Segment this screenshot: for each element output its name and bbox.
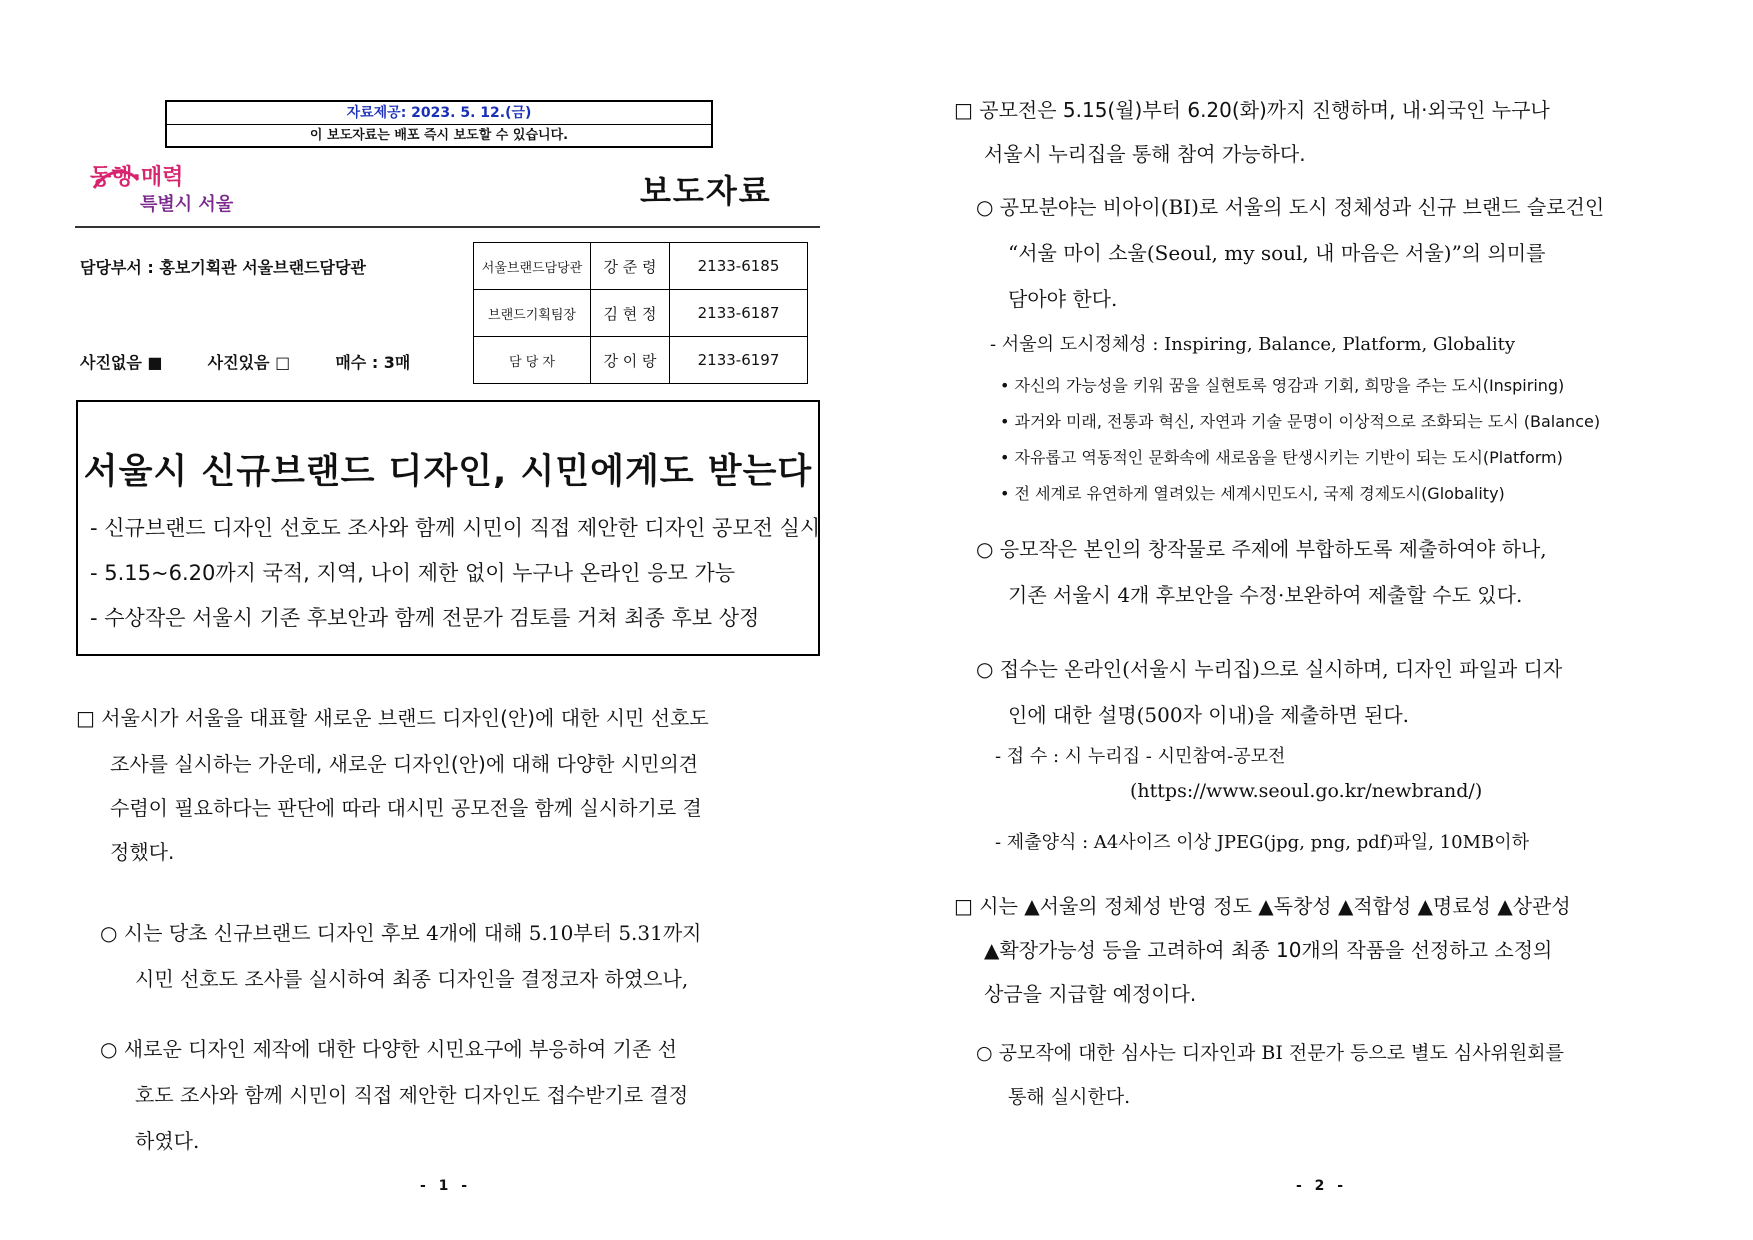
headline-sub: - 신규브랜드 디자인 선호도 조사와 함께 시민이 직접 제안한 디자인 공모전 실시: [90, 516, 821, 540]
p1-paragraph-1: [76, 696, 709, 740]
svg-text:동행·매력: 동행·매력: [90, 165, 184, 190]
headline-sub: - 수상작은 서울시 기존 후보안과 함께 전문가 검토를 거쳐 최종 후보 상정: [90, 606, 760, 630]
p2-para1-line: 서울시 누리집을 통해 참여 가능하다.: [984, 142, 1306, 166]
p2-circle-4: [976, 1030, 1564, 1076]
headline-box: [76, 400, 820, 656]
p2-circ3-line: ○ 접수는 온라인(서울시 누리집)으로 실시하며, 디자인 파일과 디자: [976, 657, 1563, 681]
p2-identity: - 서울의 도시정체성 : Inspiring, Balance, Platform, Globality: [990, 334, 1516, 355]
p1-paragraph-1-cont: [110, 742, 702, 874]
p2-circle-2-cont: [1008, 572, 1522, 618]
p1-circle-2-cont: [135, 1072, 688, 1164]
headline-sub: - 5.15~6.20까지 국적, 지역, 나이 제한 없이 누구나 온라인 응모 가능: [90, 561, 736, 585]
contact-name: 강 이 랑: [591, 337, 670, 384]
p2-receipt-label: - 접 수 : 시 누리집 - 시민참여-공모전: [995, 746, 1286, 767]
p2-bullet: • 자유롭고 역동적인 문화속에 새로움을 탄생시키는 기반이 되는 도시(Platform): [1000, 448, 1563, 467]
p2-circ1-line: “서울 마이 소울(Seoul, my soul, 내 마음은 서울)”의 의미를: [1008, 241, 1546, 265]
contact-name: 강 준 령: [591, 243, 670, 290]
contact-row: [474, 290, 808, 337]
p2-paragraph-2-cont: [984, 928, 1552, 1016]
date-box: [165, 100, 713, 148]
p2-circ2-line: ○ 응모작은 본인의 창작물로 주제에 부합하도록 제출하여야 하나,: [976, 537, 1547, 561]
release-title: 보도자료: [640, 172, 772, 210]
svg-text:특별시 서울: 특별시 서울: [140, 194, 234, 215]
p1-circ1-line: ○ 시는 당초 신규브랜드 디자인 후보 4개에 대해 5.10부터 5.31까지: [100, 921, 702, 945]
p2-circ2-line: 기존 서울시 4개 후보안을 수정·보완하여 제출할 수도 있다.: [1008, 583, 1523, 607]
contact-role: 브랜드기획팀장: [474, 290, 591, 337]
p2-circ3-line: 인에 대한 설명(500자 이내)을 제출하면 된다.: [1008, 703, 1410, 727]
contact-name: 김 현 정: [591, 290, 670, 337]
p1-circ1-line: 시민 선호도 조사를 실시하여 최종 디자인을 결정코자 하였으나,: [135, 967, 689, 991]
contact-row: [474, 243, 808, 290]
p2-circ1-line: ○ 공모분야는 비아이(BI)로 서울의 도시 정체성과 신규 브랜드 슬로건인: [976, 195, 1605, 219]
p2-bullet: • 자신의 가능성을 키워 꿈을 실현토록 영감과 기회, 희망을 주는 도시(Inspiring): [1000, 376, 1565, 395]
contact-role: 담 당 자: [474, 337, 591, 384]
p1-circ2-line: 호도 조사와 함께 시민이 직접 제안한 디자인도 접수받기로 결정: [135, 1083, 689, 1107]
p2-bullet-list: [1000, 368, 1600, 512]
p2-para2-line: □ 시는 ▲서울의 정체성 반영 정도 ▲독창성 ▲적합성 ▲명료성 ▲상관성: [954, 894, 1571, 918]
p1-para1-line: □ 서울시가 서울을 대표할 새로운 브랜드 디자인(안)에 대한 시민 선호도: [76, 706, 709, 730]
p1-para1-line: 정했다.: [110, 840, 175, 864]
p1-para1-line: 수렴이 필요하다는 판단에 따라 대시민 공모전을 함께 실시하기로 결: [110, 796, 702, 820]
p2-circle-3-cont: [1008, 692, 1409, 738]
p2-circle-4-cont: [1008, 1074, 1130, 1120]
p2-format: - 제출양식 : A4사이즈 이상 JPEG(jpg, png, pdf)파일, 10MB이하: [995, 832, 1530, 853]
page-number-1: - 1 -: [420, 1178, 472, 1194]
p2-para1-line: □ 공모전은 5.15(월)부터 6.20(화)까지 진행하며, 내·외국인 누구나: [954, 98, 1550, 122]
p1-circ2-line: ○ 새로운 디자인 제작에 대한 다양한 시민요구에 부응하여 기존 선: [100, 1037, 677, 1061]
contact-row: [474, 337, 808, 384]
p1-circ2-line: 하였다.: [135, 1129, 200, 1153]
photo-info: [80, 350, 410, 373]
contact-table: [473, 242, 808, 384]
p1-circle-1: [100, 910, 702, 956]
contact-phone: 2133-6197: [670, 337, 808, 384]
seoul-logo-icon: [88, 158, 238, 218]
contact-phone: 2133-6185: [670, 243, 808, 290]
p2-circ4-line: 통해 실시한다.: [1008, 1086, 1131, 1108]
page-number-2: - 2 -: [1296, 1178, 1348, 1194]
p2-circle-1: [976, 184, 1604, 230]
seoul-logo: [88, 158, 238, 218]
embargo-notice: 이 보도자료는 배포 즉시 보도할 수 있습니다.: [309, 128, 569, 143]
p1-circle-2: [100, 1026, 677, 1072]
p2-bullet: • 전 세계로 유연하게 열려있는 세계시민도시, 국제 경제도시(Globality): [1000, 484, 1505, 503]
photo-none: 사진없음 ■: [80, 353, 163, 372]
header-divider: [75, 226, 820, 228]
p2-para2-line: ▲확장가능성 등을 고려하여 최종 10개의 작품을 선정하고 소정의: [984, 938, 1553, 962]
p2-paragraph-1: [954, 88, 1550, 132]
page-count: 매수 : 3매: [335, 353, 411, 372]
p2-circ4-line: ○ 공모작에 대한 심사는 디자인과 BI 전문가 등으로 별도 심사위원회를: [976, 1042, 1564, 1064]
headline-title: 서울시 신규브랜드 디자인, 시민에게도 받는다: [83, 452, 813, 492]
photo-yes: 사진있음 □: [207, 353, 291, 372]
contact-phone: 2133-6187: [670, 290, 808, 337]
contact-role: 서울브랜드담당관: [474, 243, 591, 290]
p2-para2-line: 상금을 지급할 예정이다.: [984, 982, 1197, 1006]
p2-paragraph-1-cont: [984, 132, 1306, 176]
p2-circle-3: [976, 646, 1562, 692]
department: 담당부서 : 홍보기획관 서울브랜드담당관: [80, 258, 366, 277]
p2-circle-1-cont: [1008, 230, 1545, 322]
p2-circ1-line: 담아야 한다.: [1008, 287, 1118, 311]
p2-bullet: • 과거와 미래, 전통과 혁신, 자연과 기술 문명이 이상적으로 조화되는 도시 (Balance): [1000, 412, 1601, 431]
date-line: 자료제공: 2023. 5. 12.(금): [167, 102, 711, 125]
p1-circle-1-cont: [135, 956, 688, 1002]
p2-circle-2: [976, 526, 1547, 572]
p2-receipt-url[interactable]: (https://www.seoul.go.kr/newbrand/): [1130, 780, 1483, 802]
p2-paragraph-2: [954, 884, 1571, 928]
p1-para1-line: 조사를 실시하는 가운데, 새로운 디자인(안)에 대해 다양한 시민의견: [110, 752, 699, 776]
